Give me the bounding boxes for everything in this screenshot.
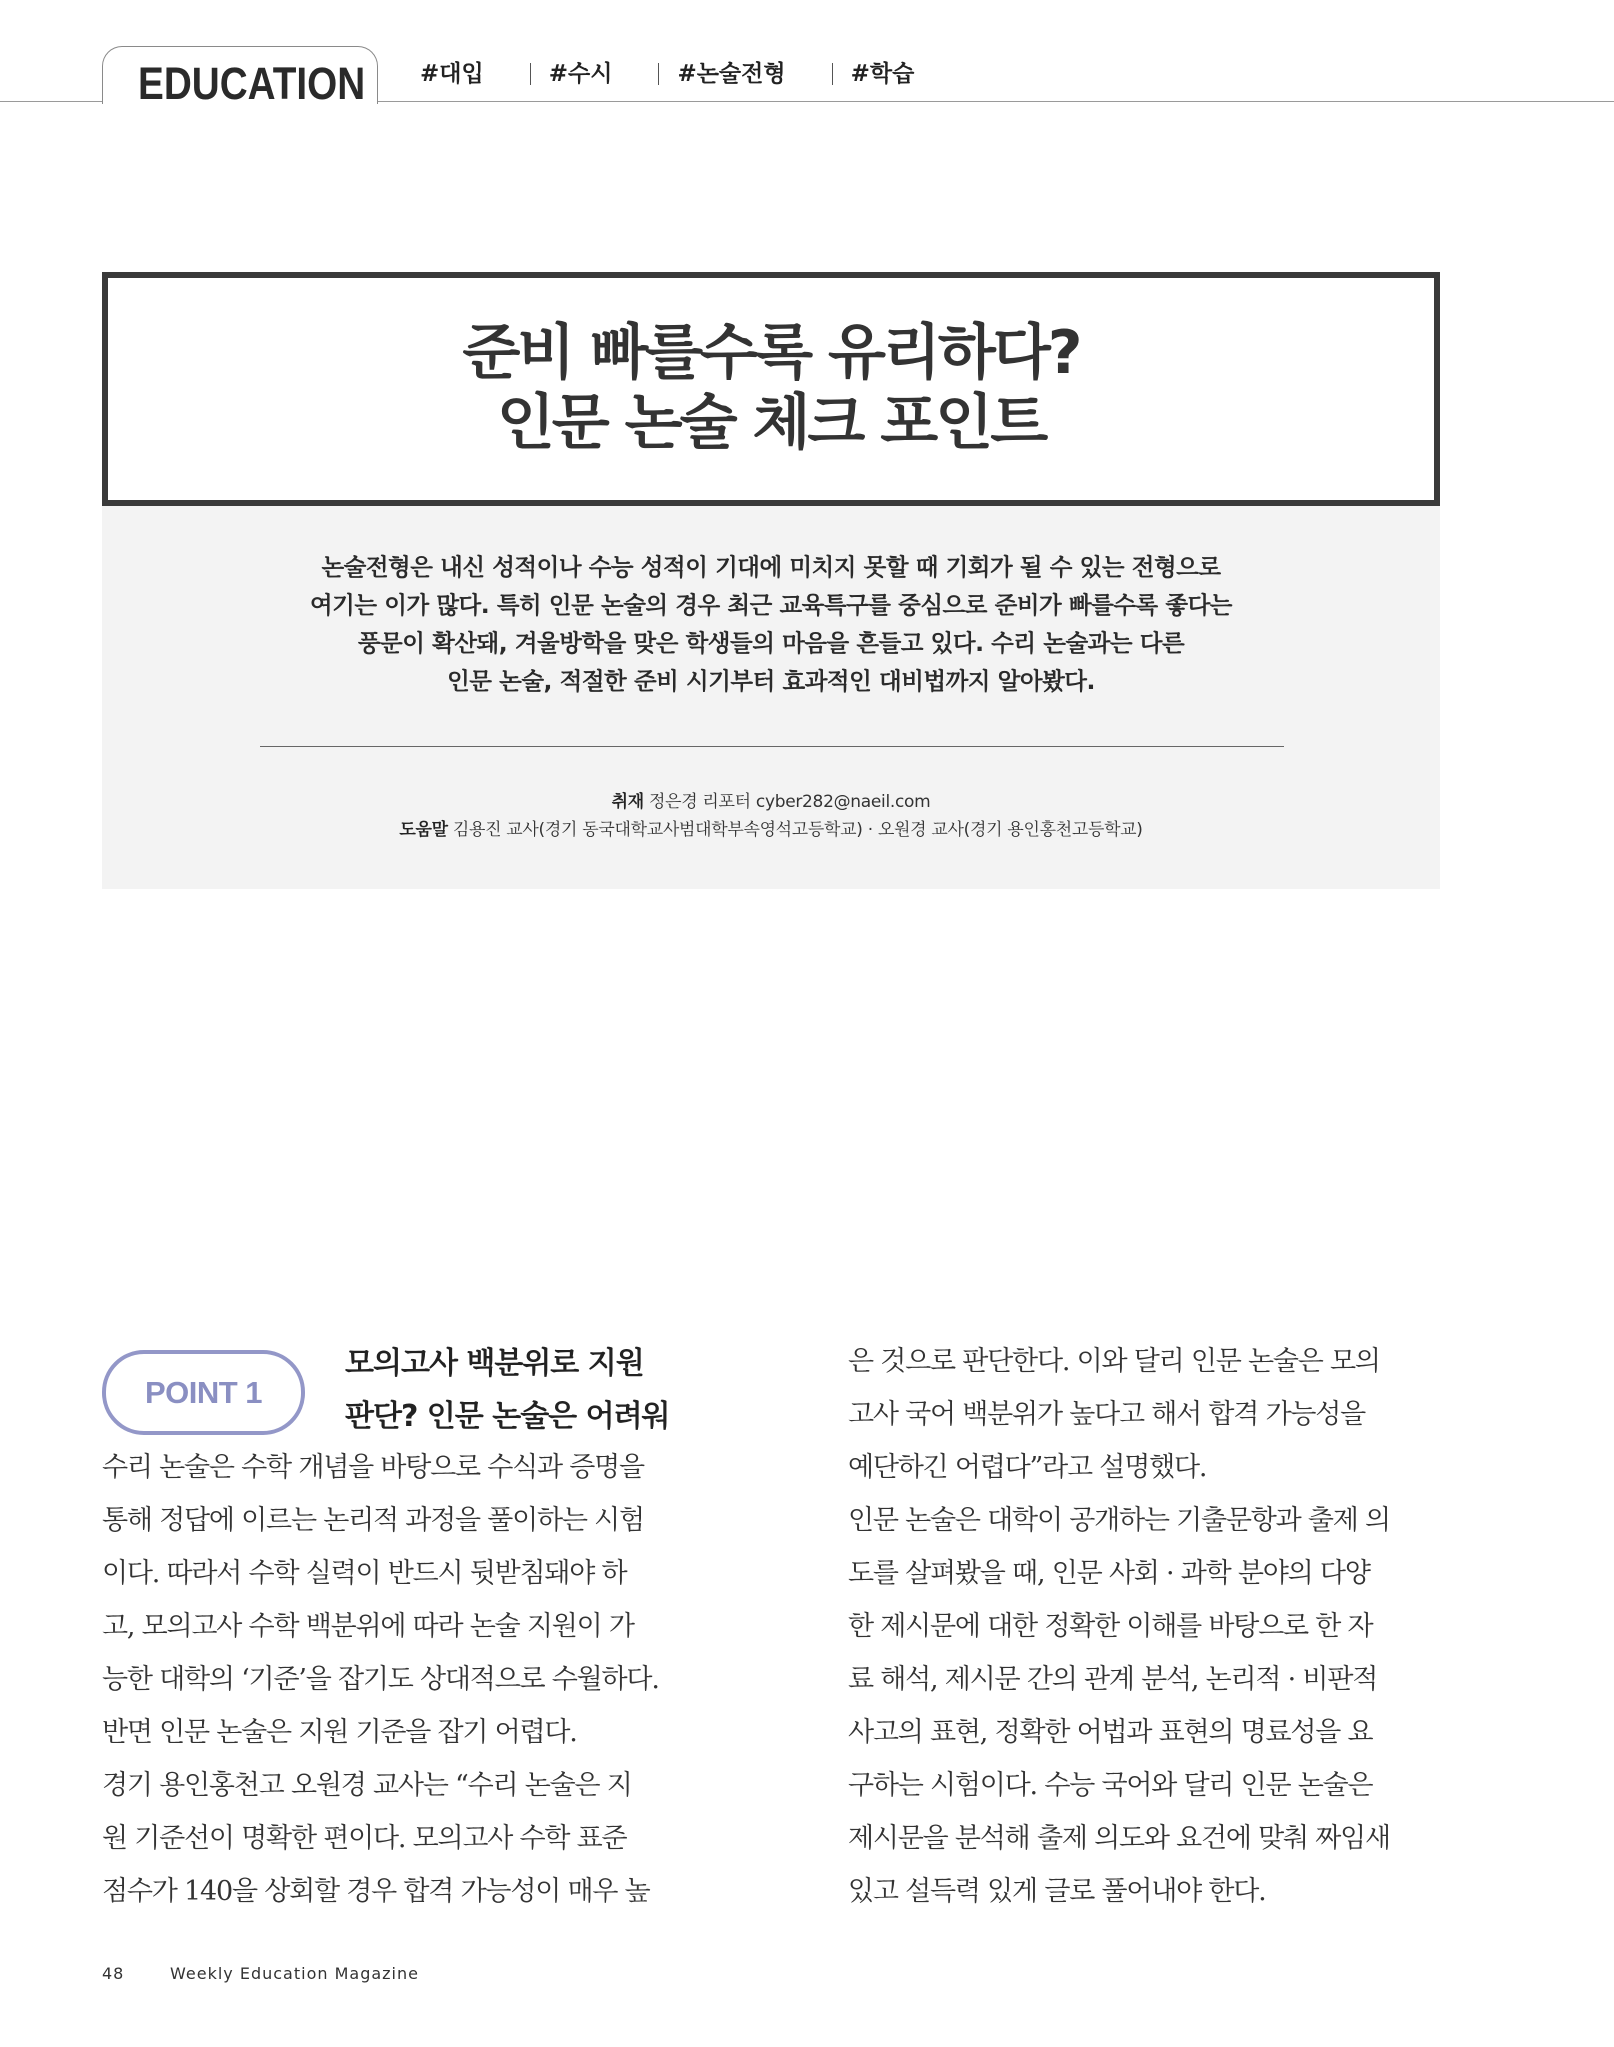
lead-line: 인문 논술, 적절한 준비 시기부터 효과적인 대비법까지 알아봤다. xyxy=(447,667,1095,695)
body-right-line: 있고 설득력 있게 글로 풀어내야 한다. xyxy=(848,1876,1266,1907)
tag-study[interactable]: #학습 xyxy=(850,61,915,87)
reporter-credit xyxy=(102,789,1440,815)
tag-divider xyxy=(832,63,833,85)
lead-divider xyxy=(260,746,1284,747)
body-right-line: 료 해석, 제시문 간의 관계 분석, 논리적 · 비판적 xyxy=(848,1664,1378,1695)
article-title-line-1: 준비 빠를수록 유리하다? xyxy=(462,318,1080,388)
body-left-line: 능한 대학의 ‘기준’을 잡기도 상대적으로 수월하다. xyxy=(102,1664,659,1695)
helper-label: 도움말 xyxy=(399,820,448,840)
body-left-line: 수리 논술은 수학 개념을 바탕으로 수식과 증명을 xyxy=(102,1452,644,1483)
lead-summary xyxy=(102,506,1440,889)
lead-line: 여기는 이가 많다. 특히 인문 논술의 경우 최근 교육특구를 중심으로 준비가 빠를수록 좋다는 xyxy=(309,591,1233,619)
body-right-line: 인문 논술은 대학이 공개하는 기출문항과 출제 의 xyxy=(848,1505,1390,1536)
point-subhead-line-1: 모의고사 백분위로 지원 xyxy=(345,1346,644,1381)
body-right-line: 제시문을 분석해 출제 의도와 요건에 맞춰 짜임새 xyxy=(848,1823,1390,1854)
body-right-line: 구하는 시험이다. 수능 국어와 달리 인문 논술은 xyxy=(848,1770,1373,1801)
tag-essay-track[interactable]: #논술전형 xyxy=(677,61,786,87)
tag-list xyxy=(420,58,914,90)
body-right-line: 예단하긴 어렵다”라고 설명했다. xyxy=(848,1452,1207,1483)
tag-early-admission[interactable]: #수시 xyxy=(548,61,613,87)
tag-divider xyxy=(658,63,659,85)
body-left-line: 고, 모의고사 수학 백분위에 따라 논술 지원이 가 xyxy=(102,1611,634,1642)
reporter-text: 정은경 리포터 cyber282@naeil.com xyxy=(648,792,931,812)
body-left-line: 반면 인문 논술은 지원 기준을 잡기 어렵다. xyxy=(102,1717,577,1748)
point-badge xyxy=(102,1350,305,1435)
body-right-line: 한 제시문에 대한 정확한 이해를 바탕으로 한 자 xyxy=(848,1611,1373,1642)
lead-line: 논술전형은 내신 성적이나 수능 성적이 기대에 미치지 못할 때 기회가 될 수 있는 전형으로 xyxy=(321,553,1221,581)
body-right-line: 은 것으로 판단한다. 이와 달리 인문 논술은 모의 xyxy=(848,1346,1380,1377)
page-number: 48 xyxy=(102,1964,125,1983)
section-label: EDUCATION xyxy=(138,58,366,109)
magazine-name: Weekly Education Magazine xyxy=(170,1964,419,1983)
body-right-line: 도를 살펴봤을 때, 인문 사회 · 과학 분야의 다양 xyxy=(848,1558,1370,1589)
point-badge-label: POINT 1 xyxy=(144,1374,263,1410)
body-left-line: 경기 용인홍천고 오원경 교사는 “수리 논술은 지 xyxy=(102,1770,632,1801)
reporter-label: 취재 xyxy=(611,792,644,812)
body-left-line: 점수가 140을 상회할 경우 합격 가능성이 매우 높 xyxy=(102,1876,650,1907)
lead-line: 풍문이 확산돼, 겨울방학을 맞은 학생들의 마음을 흔들고 있다. 수리 논술과는 다른 xyxy=(357,629,1185,657)
tag-admission[interactable]: #대입 xyxy=(420,61,484,87)
body-left-line: 이다. 따라서 수학 실력이 반드시 뒷받침돼야 하 xyxy=(102,1558,627,1589)
helper-credit xyxy=(102,817,1440,843)
article-title-line-2: 인문 논술 체크 포인트 xyxy=(496,388,1046,458)
body-right-line: 사고의 표현, 정확한 어법과 표현의 명료성을 요 xyxy=(848,1717,1373,1748)
helper-text: 김용진 교사(경기 동국대학교사범대학부속영석고등학교) · 오원경 교사(경기 용인홍천고등학교) xyxy=(452,820,1143,840)
point-subhead-line-2: 판단? 인문 논술은 어려워 xyxy=(345,1399,670,1434)
article-title-box xyxy=(102,272,1440,506)
tag-divider xyxy=(530,63,531,85)
body-left-line: 원 기준선이 명확한 편이다. 모의고사 수학 표준 xyxy=(102,1823,627,1854)
body-right-line: 고사 국어 백분위가 높다고 해서 합격 가능성을 xyxy=(848,1399,1366,1430)
body-left-line: 통해 정답에 이르는 논리적 과정을 풀이하는 시험 xyxy=(102,1505,644,1536)
